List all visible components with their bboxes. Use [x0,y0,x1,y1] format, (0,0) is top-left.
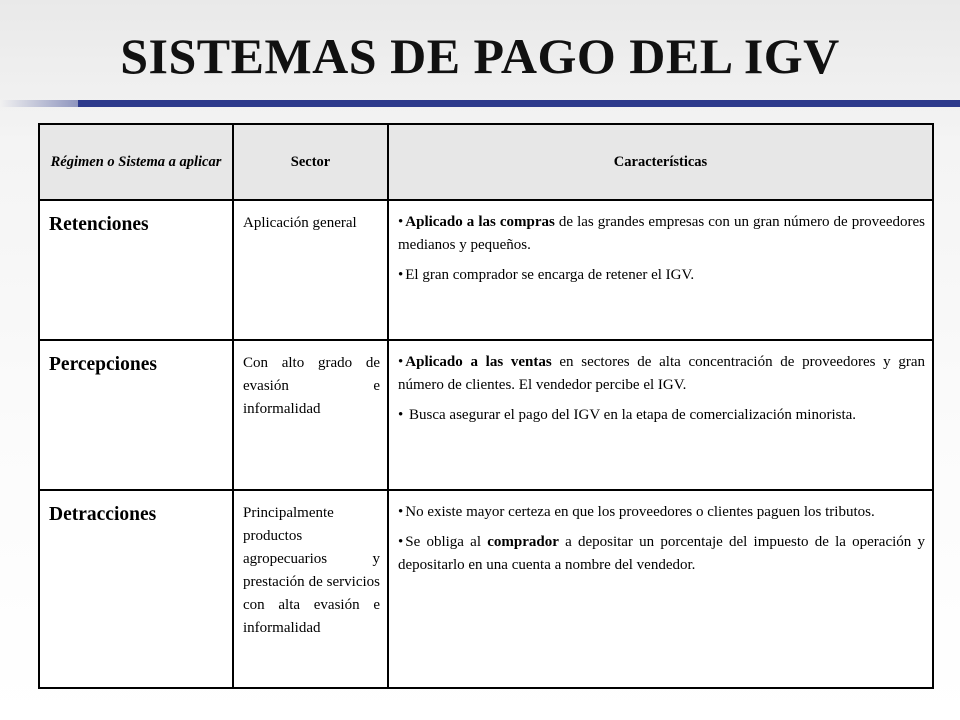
bullet-dot: • [398,214,404,230]
bullet-item [398,211,925,257]
sector-cell: Aplicación general [233,200,388,340]
bullet-item [398,404,925,427]
header-regimen: Régimen o Sistema a aplicar [40,125,233,200]
bullet-text: Se obliga al [405,534,488,550]
header-sector: Sector [233,125,388,200]
header-caracteristicas: Características [388,125,932,200]
regimen-cell: Detracciones [40,490,233,687]
caracteristicas-cell [388,490,932,687]
bullet-dot: • [398,267,404,283]
bullet-bold: comprador [487,534,559,550]
bullet-text: de las grandes empresas con un gran número de proveedores medianos y pequeños. [398,214,925,253]
bullet-item [398,264,925,287]
igv-table-container [38,123,934,689]
table-row-percepciones [40,340,932,490]
bullet-dot: • [398,354,404,370]
caracteristicas-cell [388,200,932,340]
bullet-bold: Aplicado a las compras [405,214,555,230]
sector-cell: Principalmente productos agropecuarios y prestación de servicios con alta evasión e informalidad [233,490,388,687]
bullet-text: No existe mayor certeza en que los proveedores o clientes paguen los tributos. [405,504,875,520]
igv-table [40,125,932,687]
regimen-cell: Retenciones [40,200,233,340]
bullet-bold: Aplicado a las ventas [405,354,552,370]
bullet-dot: • [398,407,404,423]
table-row-retenciones [40,200,932,340]
bullet-dot: • [398,504,404,520]
bullet-item [398,351,925,397]
regimen-cell: Percepciones [40,340,233,490]
bullet-text: El gran comprador se encarga de retener el IGV. [405,267,695,283]
table-header-row [40,125,932,200]
title-rule [78,100,960,107]
bullet-text: en sectores de alta concentración de proveedores y gran número de clientes. El vendedor percibe el IGV. [398,354,925,393]
caracteristicas-cell [388,340,932,490]
bullet-item [398,501,925,524]
bullet-item [398,531,925,577]
bullet-text: a depositar un porcentaje del impuesto de la operación y depositarlo en una cuenta a nombre del vendedor. [398,534,925,573]
slide-title: SISTEMAS DE PAGO DEL IGV [120,28,840,84]
title-rule-fade [0,100,78,107]
sector-cell: Con alto grado de evasión e informalidad [233,340,388,490]
bullet-text: Busca asegurar el pago del IGV en la etapa de comercialización minorista. [405,407,857,423]
bullet-dot: • [398,534,404,550]
table-row-detracciones [40,490,932,687]
